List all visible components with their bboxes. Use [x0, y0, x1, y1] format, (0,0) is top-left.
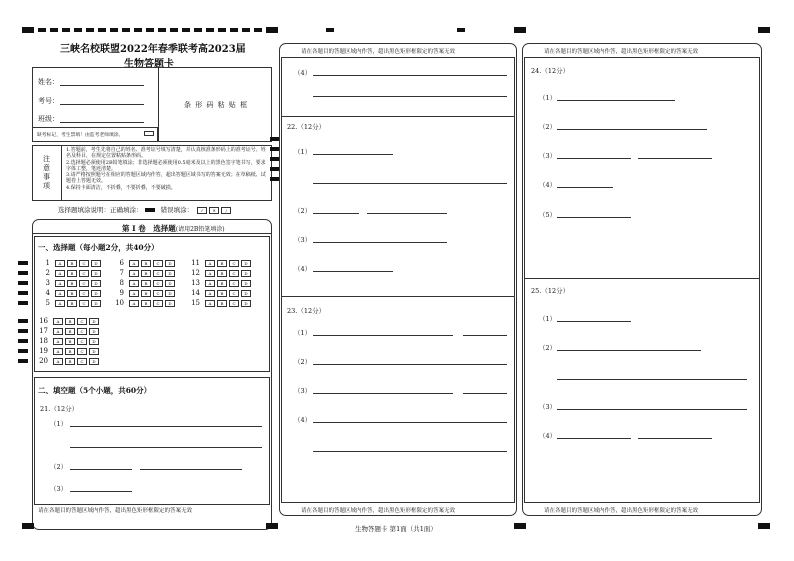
q21-label: 21.（12分）: [40, 405, 79, 413]
choice-bubble-16-C[interactable]: C: [77, 318, 87, 325]
q21-sub-3-label: （3）: [50, 485, 68, 493]
choice-bubble-13-D[interactable]: D: [241, 280, 251, 287]
fill-wrong-label: 错误填涂：: [160, 206, 194, 214]
choice-bubble-20-C[interactable]: C: [77, 358, 87, 365]
fill-instruction: [58, 205, 231, 214]
q24-sub-2-answer-line[interactable]: [557, 129, 707, 130]
choice-bubble-5-D[interactable]: D: [91, 300, 101, 307]
q24-sub-1-answer-line[interactable]: [557, 100, 675, 101]
choice-question-number: 18: [39, 337, 48, 345]
choice-question-number: 1: [45, 259, 50, 267]
choice-question-8: [114, 279, 175, 287]
col1-bottom-warning: 请在各题目的答题区域内作答，超出黑色矩形框限定的答案无效: [38, 508, 193, 514]
choice-bubble-8-B[interactable]: B: [141, 280, 151, 287]
q21-sub-4-label: （4）: [294, 69, 312, 77]
choice-bubble-12-B[interactable]: B: [217, 270, 227, 277]
choice-bubble-15-D[interactable]: D: [241, 300, 251, 307]
q24-sub-2-label: （2）: [539, 123, 557, 131]
choice-question-17: [38, 327, 99, 335]
choice-question-12: [190, 269, 251, 277]
choice-question-15: [190, 299, 251, 307]
choice-question-number: 3: [45, 279, 50, 287]
choice-question-number: 8: [119, 279, 124, 287]
choice-bubble-7-B[interactable]: B: [141, 270, 151, 277]
col2-bottom-warning: 请在各题目的答题区域内作答，超出黑色矩形框限定的答案无效: [301, 508, 456, 514]
q21-sub-2-answer-line-a[interactable]: [70, 469, 132, 470]
choice-bubble-1-A[interactable]: A: [55, 260, 65, 267]
q25-sub-3-answer-line[interactable]: [557, 409, 747, 410]
choice-bubble-18-B[interactable]: B: [65, 338, 75, 345]
choice-bubble-1-D[interactable]: D: [91, 260, 101, 267]
fill-wrong-sample-1: ✓: [197, 207, 207, 214]
choice-bubble-13-C[interactable]: C: [229, 280, 239, 287]
choice-bubble-7-C[interactable]: C: [153, 270, 163, 277]
choice-bubble-11-A[interactable]: A: [205, 260, 215, 267]
fill-wrong-sample-3: /: [221, 207, 231, 214]
q22-sub-1-answer-line-2[interactable]: [313, 183, 507, 184]
choice-bubble-15-C[interactable]: C: [229, 300, 239, 307]
choice-bubble-11-D[interactable]: D: [241, 260, 251, 267]
choice-question-number: 14: [191, 289, 200, 297]
q24-sub-5-label: （5）: [539, 211, 557, 219]
choice-bubble-19-B[interactable]: B: [65, 348, 75, 355]
choice-bubble-3-A[interactable]: A: [55, 280, 65, 287]
choice-question-number: 16: [39, 317, 48, 325]
choice-bubble-9-B[interactable]: B: [141, 290, 151, 297]
choice-question-number: 15: [191, 299, 200, 307]
choice-bubble-12-D[interactable]: D: [241, 270, 251, 277]
col3-bottom-warning: 请在各题目的答题区域内作答，超出黑色矩形框限定的答案无效: [544, 508, 699, 514]
choice-bubble-16-D[interactable]: D: [89, 318, 99, 325]
choice-bubble-8-D[interactable]: D: [165, 280, 175, 287]
q24-sub-5-answer-line[interactable]: [557, 217, 631, 218]
choice-question-3: [40, 279, 101, 287]
choice-bubble-20-D[interactable]: D: [89, 358, 99, 365]
choice-bubble-16-A[interactable]: A: [53, 318, 63, 325]
q25-sub-4-answer-line-a[interactable]: [557, 438, 631, 439]
choice-bubble-12-A[interactable]: A: [205, 270, 215, 277]
choice-question-4: [40, 289, 101, 297]
choice-question-number: 11: [191, 259, 200, 267]
choice-bubble-10-B[interactable]: B: [141, 300, 151, 307]
q21-sub-2-label: （2）: [50, 463, 68, 471]
q23-sub-4-answer-line[interactable]: [313, 422, 507, 423]
q23-sub-3-label: （3）: [294, 387, 312, 395]
choice-bubble-10-A[interactable]: A: [129, 300, 139, 307]
notes-item-4: 4.保持卡面清洁，不折叠，不要折叠，不要破损。: [66, 184, 176, 191]
q25-sub-2-answer-line-2[interactable]: [557, 379, 747, 380]
choice-bubble-18-A[interactable]: A: [53, 338, 63, 345]
q22-label: 22.（12分）: [287, 123, 326, 131]
q24-sub-3-answer-line-a[interactable]: [557, 158, 631, 159]
class-field[interactable]: [60, 122, 144, 123]
exam-no-label: 考号：: [38, 97, 59, 105]
choice-bubble-6-C[interactable]: C: [153, 260, 163, 267]
choice-bubble-5-B[interactable]: B: [67, 300, 77, 307]
q24-sub-1-label: （1）: [539, 94, 557, 102]
q21-sub-3-answer-line[interactable]: [70, 491, 132, 492]
choice-bubble-9-D[interactable]: D: [165, 290, 175, 297]
q25-label: 25.（12分）: [531, 287, 570, 295]
choice-question-number: 6: [119, 259, 124, 267]
choice-question-19: [38, 347, 99, 355]
choice-bubble-10-C[interactable]: C: [153, 300, 163, 307]
choice-question-5: [40, 299, 101, 307]
choice-bubble-14-C[interactable]: C: [229, 290, 239, 297]
choice-question-number: 10: [115, 299, 124, 307]
choice-bubble-9-C[interactable]: C: [153, 290, 163, 297]
col2-divider-1: [281, 116, 515, 117]
q23-sub-3-answer-line-b[interactable]: [463, 393, 507, 394]
choice-question-13: [190, 279, 251, 287]
choice-question-1: [40, 259, 101, 267]
barcode-label: 条 形 码 粘 贴 框: [184, 101, 249, 109]
q22-sub-1-answer-line[interactable]: [313, 154, 393, 155]
fill-correct-sample: [145, 208, 155, 212]
q22-sub-3-answer-line[interactable]: [313, 242, 447, 243]
q22-sub-1-label: （1）: [294, 148, 312, 156]
name-label: 姓名：: [38, 78, 59, 86]
col2-divider-2: [281, 296, 515, 297]
col3-top-warning: 请在各题目的答题区域内作答，超出黑色矩形框限定的答案无效: [544, 49, 699, 55]
choice-bubble-16-B[interactable]: B: [65, 318, 75, 325]
fill-correct-label: 选择题填涂说明：正确填涂：: [58, 206, 143, 214]
q22-sub-4-answer-line[interactable]: [313, 271, 393, 272]
page-footer: 生物答题卡 第1面（共1面）: [355, 525, 437, 533]
choice-question-6: [114, 259, 175, 267]
choice-bubble-14-A[interactable]: A: [205, 290, 215, 297]
q22-sub-2-label: （2）: [294, 207, 312, 215]
choice-bubble-2-C[interactable]: C: [79, 270, 89, 277]
choice-bubble-20-A[interactable]: A: [53, 358, 63, 365]
choice-question-18: [38, 337, 99, 345]
choice-section-title: 一、选择题（每小题2分，共40分）: [38, 243, 159, 252]
choice-bubble-4-A[interactable]: A: [55, 290, 65, 297]
q23-sub-1-answer-line-b[interactable]: [463, 335, 507, 336]
choice-bubble-6-B[interactable]: B: [141, 260, 151, 267]
fill-section-box: [34, 377, 270, 505]
choice-bubble-3-D[interactable]: D: [91, 280, 101, 287]
choice-question-number: 9: [119, 289, 124, 297]
fill-wrong-sample-2: ✕: [209, 207, 219, 214]
q22-sub-4-label: （4）: [294, 265, 312, 273]
q25-sub-2-answer-line[interactable]: [557, 350, 701, 351]
q21-sub-4-answer-line[interactable]: [313, 75, 507, 76]
choice-question-number: 5: [45, 299, 50, 307]
choice-bubble-9-A[interactable]: A: [129, 290, 139, 297]
choice-bubble-4-C[interactable]: C: [79, 290, 89, 297]
col3-divider: [524, 278, 760, 279]
exam-no-field[interactable]: [60, 104, 144, 105]
q24-sub-4-answer-line[interactable]: [557, 187, 613, 188]
notes-label: 注意事项: [43, 155, 50, 190]
fill-section-title: 二、填空题（5个小题，共60分）: [38, 386, 152, 395]
choice-bubble-13-A[interactable]: A: [205, 280, 215, 287]
q23-sub-4-label: （4）: [294, 416, 312, 424]
col2-top-warning: 请在各题目的答题区域内作答，超出黑色矩形框限定的答案无效: [301, 49, 456, 55]
choice-question-number: 12: [191, 269, 200, 277]
choice-question-11: [190, 259, 251, 267]
q21-sub-1-answer-line[interactable]: [70, 426, 262, 427]
class-label: 班级：: [38, 115, 59, 123]
choice-bubble-4-B[interactable]: B: [67, 290, 77, 297]
q25-sub-3-label: （3）: [539, 403, 557, 411]
choice-bubble-3-C[interactable]: C: [79, 280, 89, 287]
choice-bubble-17-C[interactable]: C: [77, 328, 87, 335]
q23-sub-1-label: （1）: [294, 329, 312, 337]
choice-bubble-17-B[interactable]: B: [65, 328, 75, 335]
choice-bubble-8-A[interactable]: A: [129, 280, 139, 287]
q23-sub-3-answer-line-a[interactable]: [313, 393, 453, 394]
choice-bubble-5-C[interactable]: C: [79, 300, 89, 307]
notes-item-1: 1.答题前，考生先将自己的姓名、准考证号填写清楚，并认真核准条形码上的准考证号、姓名及科目，在规定位置粘贴条形码。: [66, 147, 266, 160]
choice-question-number: 2: [45, 269, 50, 277]
choice-bubble-19-A[interactable]: A: [53, 348, 63, 355]
choice-question-number: 13: [191, 279, 200, 287]
choice-bubble-5-A[interactable]: A: [55, 300, 65, 307]
choice-bubble-14-B[interactable]: B: [217, 290, 227, 297]
choice-bubble-18-C[interactable]: C: [77, 338, 87, 345]
q25-sub-1-answer-line[interactable]: [557, 321, 631, 322]
q21-sub-4-answer-line-2[interactable]: [313, 96, 507, 97]
choice-question-number: 17: [39, 327, 48, 335]
q21-sub-2-answer-line-b[interactable]: [140, 469, 242, 470]
q21-sub-1-label: （1）: [50, 420, 68, 428]
choice-bubble-20-B[interactable]: B: [65, 358, 75, 365]
choice-question-14: [190, 289, 251, 297]
choice-question-number: 7: [119, 269, 124, 277]
choice-bubble-10-D[interactable]: D: [165, 300, 175, 307]
q22-sub-2-answer-line-b[interactable]: [367, 213, 447, 214]
q25-sub-4-answer-line-b[interactable]: [638, 438, 712, 439]
choice-bubble-1-C[interactable]: C: [79, 260, 89, 267]
q24-label: 24.（12分）: [531, 67, 570, 75]
notes-item-2: 2.选择题必须使用2B铅笔填涂；非选择题必须使用0.5毫米及以上的黑色签字笔书写，要求字体工整，笔迹清楚。: [66, 159, 266, 172]
q25-sub-2-label: （2）: [539, 344, 557, 352]
choice-question-10: [114, 299, 175, 307]
choice-bubble-19-C[interactable]: C: [77, 348, 87, 355]
choice-bubble-17-A[interactable]: A: [53, 328, 63, 335]
choice-bubble-15-B[interactable]: B: [217, 300, 227, 307]
q23-label: 23.（12分）: [287, 307, 326, 315]
choice-bubble-14-D[interactable]: D: [241, 290, 251, 297]
choice-bubble-11-B[interactable]: B: [217, 260, 227, 267]
q24-sub-3-answer-line-b[interactable]: [638, 158, 712, 159]
q25-sub-4-label: （4）: [539, 432, 557, 440]
choice-bubble-2-B[interactable]: B: [67, 270, 77, 277]
choice-bubble-7-A[interactable]: A: [129, 270, 139, 277]
choice-bubble-3-B[interactable]: B: [67, 280, 77, 287]
notes-text: [66, 147, 270, 191]
choice-question-20: [38, 357, 99, 365]
q22-sub-2-answer-line-a[interactable]: [313, 213, 359, 214]
choice-bubble-6-D[interactable]: D: [165, 260, 175, 267]
absent-checkbox[interactable]: [144, 131, 154, 136]
choice-question-9: [114, 289, 175, 297]
card-subtitle: 生物答题卡: [124, 59, 174, 70]
choice-bubble-19-D[interactable]: D: [89, 348, 99, 355]
choice-bubble-17-D[interactable]: D: [89, 328, 99, 335]
choice-question-number: 19: [39, 347, 48, 355]
choice-question-7: [114, 269, 175, 277]
q25-sub-1-label: （1）: [539, 315, 557, 323]
q23-sub-1-answer-line-a[interactable]: [313, 335, 453, 336]
choice-question-number: 4: [45, 289, 50, 297]
choice-bubble-2-A[interactable]: A: [55, 270, 65, 277]
choice-bubble-6-A[interactable]: A: [129, 260, 139, 267]
choice-question-number: 20: [39, 357, 48, 365]
choice-bubble-2-D[interactable]: D: [91, 270, 101, 277]
exam-title: 三峡名校联盟2022年春季联考高2023届: [60, 44, 246, 55]
q24-sub-4-label: （4）: [539, 181, 557, 189]
choice-bubble-11-C[interactable]: C: [229, 260, 239, 267]
name-field[interactable]: [60, 85, 144, 86]
choice-bubble-1-B[interactable]: B: [67, 260, 77, 267]
q23-sub-2-label: （2）: [294, 358, 312, 366]
choice-question-16: [38, 317, 99, 325]
choice-bubble-4-D[interactable]: D: [91, 290, 101, 297]
q23-sub-4-answer-line-2[interactable]: [313, 451, 507, 452]
q23-sub-2-answer-line[interactable]: [313, 364, 507, 365]
q21-sub-1-answer-line-2[interactable]: [70, 447, 262, 448]
choice-bubble-8-C[interactable]: C: [153, 280, 163, 287]
choice-bubble-12-C[interactable]: C: [229, 270, 239, 277]
q22-sub-3-label: （3）: [294, 236, 312, 244]
choice-bubble-15-A[interactable]: A: [205, 300, 215, 307]
notes-item-3: 3.请严格按照题号在相应的答题区域内作答，超出答题区域书写的答案无效；在草稿纸、试题卷上答题无效。: [66, 172, 266, 185]
part1-title: 第 I 卷 选择题(请用2B铅笔填涂): [122, 224, 225, 233]
col3-answer-box: [524, 57, 760, 503]
q24-sub-3-label: （3）: [539, 152, 557, 160]
choice-bubble-13-B[interactable]: B: [217, 280, 227, 287]
choice-question-2: [40, 269, 101, 277]
choice-bubble-18-D[interactable]: D: [89, 338, 99, 345]
choice-bubble-7-D[interactable]: D: [165, 270, 175, 277]
absent-label: 缺考标记，考生禁填！由监考老师填涂。: [37, 133, 124, 138]
